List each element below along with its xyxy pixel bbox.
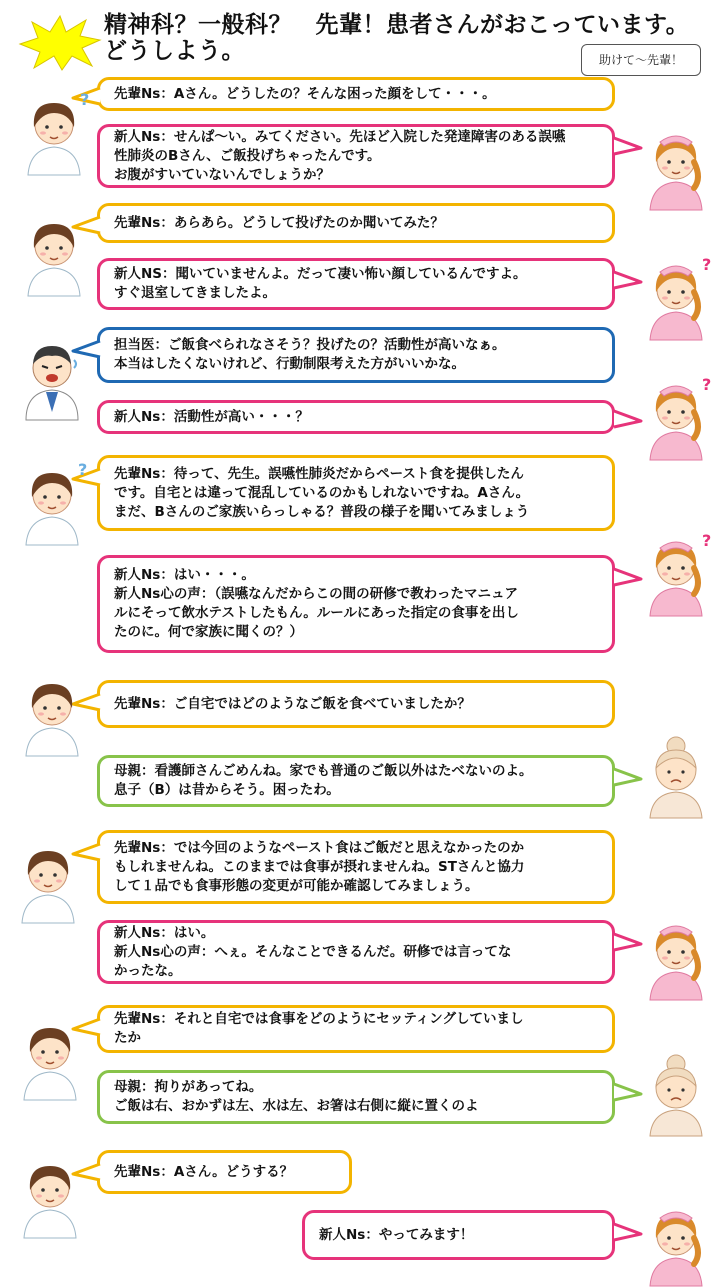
speech-bubble-shinjin bbox=[97, 258, 615, 310]
speech-bubble-senpai bbox=[97, 77, 615, 111]
dialog-line: まだ、Bさんのご家族いらっしゃる？普段の様子を聞いてみましょう bbox=[114, 503, 530, 520]
dialog-line: 新人Ns心の声：（誤嚥なんだからこの間の研修で教わったマニュア bbox=[114, 586, 518, 602]
speech-bubble-doctor bbox=[97, 327, 615, 383]
speech-bubble-senpai bbox=[97, 203, 615, 243]
dialog-line: です。自宅とは違って混乱しているのかもしれないですね。Aさん。 bbox=[114, 484, 530, 501]
speech-bubble-senpai bbox=[97, 455, 615, 531]
dialog-line: 先輩Ns：それと自宅では食事をどのようにセッティングしていまし bbox=[114, 1011, 524, 1027]
speech-bubble-shinjin bbox=[97, 400, 615, 434]
dialog-line: 先輩Ns：待って、先生。誤嚥性肺炎だからペースト食を提供したん bbox=[114, 465, 524, 482]
speech-bubble-senpai bbox=[97, 1005, 615, 1053]
svg-text:?: ? bbox=[78, 460, 88, 479]
dialog-line: 息子（B）は昔からそう。困ったわ。 bbox=[114, 782, 340, 798]
dialog-line: ご飯は右、おかずは左、水は左、お箸は右側に縦に置くのよ bbox=[114, 1098, 479, 1114]
senior-nurse-avatar bbox=[12, 668, 92, 758]
svg-text:?: ? bbox=[80, 90, 90, 109]
senior-nurse-avatar bbox=[8, 835, 88, 925]
new-nurse-avatar bbox=[636, 528, 716, 618]
speech-bubble-mother bbox=[97, 755, 615, 807]
dialog-line: 新人Ns：やってみます！ bbox=[319, 1226, 474, 1243]
dialog-line: 性肺炎のBさん、ご飯投げちゃったんです。 bbox=[114, 147, 381, 164]
dialog-line: 担当医：ご飯食べられなさそう？投げたの？活動性が高いなぁ。 bbox=[114, 337, 506, 353]
senior-nurse-avatar bbox=[10, 1150, 90, 1240]
speech-bubble-senpai bbox=[97, 680, 615, 728]
dialog-line: 母親：看護師さんごめんね。家でも普通のご飯以外はたべないのよ。 bbox=[114, 763, 533, 779]
dialog-line: 新人Ns心の声：へぇ。そんなことできるんだ。研修では言ってな bbox=[114, 943, 512, 960]
speech-bubble-senpai bbox=[97, 1150, 352, 1194]
dialog-line: 先輩Ns：ご自宅ではどのようなご飯を食べていましたか？ bbox=[114, 695, 471, 712]
dialog-line: 新人Ns：活動性が高い・・・？ bbox=[114, 408, 309, 425]
mother-avatar bbox=[636, 1048, 716, 1138]
dialog-line: もしれませんね。このままでは食事が摂れませんね。STさんと協力 bbox=[114, 858, 525, 875]
senior-nurse-avatar bbox=[10, 1012, 90, 1102]
new-nurse-avatar bbox=[636, 372, 716, 462]
svg-text:?: ? bbox=[702, 531, 712, 550]
speech-bubble-shinjin bbox=[97, 555, 615, 653]
senior-nurse-avatar bbox=[14, 208, 94, 298]
dialog-line: 先輩Ns：あらあら。どうして投げたのか聞いてみた？ bbox=[114, 214, 444, 231]
new-nurse-avatar bbox=[636, 1198, 716, 1288]
dialog-line: 新人Ns：せんぱ〜い。みてください。先ほど入院した発達障害のある誤嚥 bbox=[114, 128, 566, 145]
title-line-2: どうしよう。 bbox=[104, 38, 245, 64]
starburst-icon bbox=[16, 14, 102, 72]
speech-bubble-shinjin bbox=[302, 1210, 615, 1260]
dialog-line: たか bbox=[114, 1030, 141, 1046]
dialog-line: 母親：拘りがあってね。 bbox=[114, 1079, 263, 1095]
title-line-1: 精神科？一般科？ 先輩！患者さんがおこっています。 bbox=[104, 12, 690, 38]
speech-bubble-shinjin bbox=[97, 920, 615, 984]
dialog-line: 先輩Ns：Aさん。どうしたの？そんな困った顔をして・・・。 bbox=[114, 85, 496, 102]
speech-bubble-senpai bbox=[97, 830, 615, 904]
svg-text:?: ? bbox=[702, 255, 712, 274]
mother-avatar bbox=[636, 730, 716, 820]
dialog-line: ルにそって飲水テストしたもん。ルールにあった指定の食事を出し bbox=[114, 605, 519, 621]
new-nurse-avatar bbox=[636, 252, 716, 342]
svg-text:?: ? bbox=[702, 375, 712, 394]
new-nurse-avatar bbox=[636, 122, 716, 212]
speech-bubble-shinjin bbox=[97, 124, 615, 188]
senior-nurse-avatar bbox=[12, 457, 92, 547]
dialog-line: お腹がすいていないんでしょうか？ bbox=[114, 166, 330, 183]
senior-nurse-avatar bbox=[14, 87, 94, 177]
help-label: 助けて〜先輩！ bbox=[581, 44, 701, 76]
dialog-line: かったな。 bbox=[114, 962, 182, 979]
dialog-line: 新人Ns：はい・・・。 bbox=[114, 567, 255, 583]
doctor-avatar bbox=[12, 332, 92, 422]
dialog-line: 新人Ns：はい。 bbox=[114, 924, 215, 941]
dialog-line: すぐ退室してきましたよ。 bbox=[114, 285, 276, 301]
dialog-line: 先輩Ns：では今回のようなペースト食はご飯だと思えなかったのか bbox=[114, 839, 525, 856]
new-nurse-avatar bbox=[636, 912, 716, 1002]
speech-bubble-mother bbox=[97, 1070, 615, 1124]
dialog-line: たのに。何で家族に聞くの？） bbox=[114, 624, 303, 640]
dialog-line: 新人NS：聞いていませんよ。だって凄い怖い顔しているんですよ。 bbox=[114, 266, 527, 282]
dialog-line: して１品でも食事形態の変更が可能か確認してみましょう。 bbox=[114, 877, 479, 894]
dialog-line: 先輩Ns：Aさん。どうする？ bbox=[114, 1163, 294, 1180]
dialog-line: 本当はしたくないけれど、行動制限考えた方がいいかな。 bbox=[114, 356, 465, 372]
